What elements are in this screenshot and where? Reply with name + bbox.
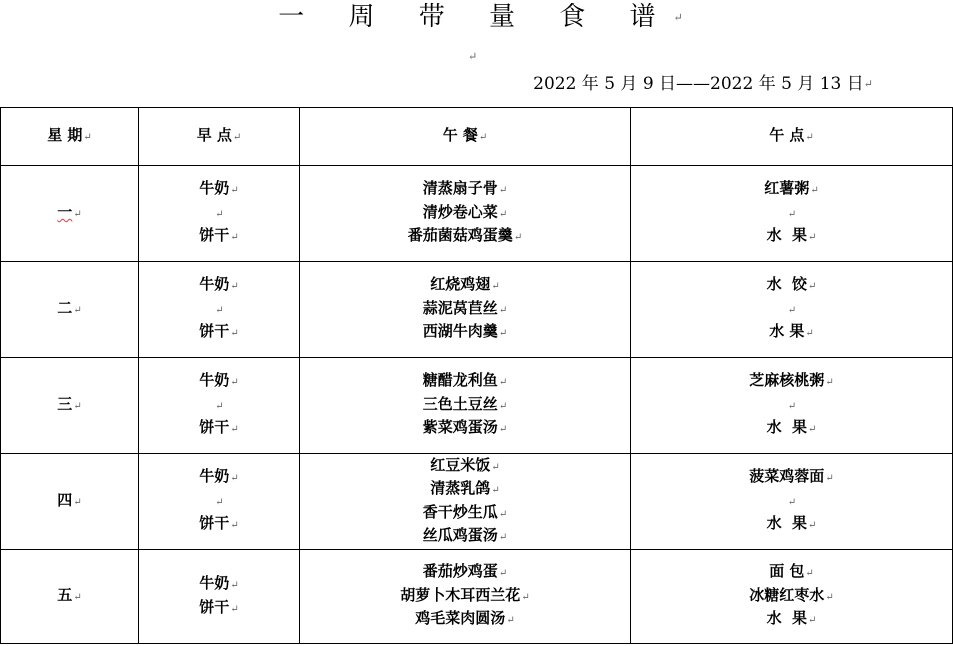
paragraph-mark-icon: ↵: [863, 77, 873, 91]
day-cell: 一↵: [1, 166, 139, 262]
breakfast-cell: [139, 550, 300, 644]
menu-item: 牛奶↵: [199, 574, 239, 592]
paragraph-mark-icon: ↵: [468, 50, 478, 63]
header-lunch: 午 餐↵: [300, 108, 631, 166]
menu-item: 芝麻核桃粥↵: [749, 371, 834, 390]
menu-item: 清炒卷心菜↵: [422, 202, 508, 221]
menu-item: ↵: [787, 208, 797, 220]
table-row: [1, 358, 953, 454]
menu-item: 红豆米饭↵: [430, 455, 500, 474]
snack-cell: [631, 454, 953, 550]
menu-item: 胡萝卜木耳西兰花↵: [400, 585, 530, 604]
menu-item: 牛奶↵: [199, 371, 239, 390]
weekly-menu-table: [0, 107, 953, 644]
breakfast-cell: [139, 262, 300, 358]
menu-item: ↵: [787, 496, 797, 508]
header-weekday: 星 期↵: [1, 108, 139, 166]
lunch-cell: [300, 454, 631, 550]
menu-item: 丝瓜鸡蛋汤↵: [422, 526, 508, 544]
snack-cell: [631, 550, 953, 644]
menu-item: 饼干↵: [199, 514, 239, 533]
menu-item: 清蒸扇子骨↵: [422, 179, 508, 198]
menu-item: 水 果↵: [766, 226, 817, 245]
menu-item: 饼干↵: [199, 226, 239, 245]
menu-item: 饼干↵: [199, 597, 239, 616]
table-row: [1, 166, 953, 262]
menu-item: 番茄炒鸡蛋↵: [422, 562, 508, 581]
menu-item: 红薯粥↵: [764, 179, 819, 198]
menu-item: 紫菜鸡蛋汤↵: [422, 418, 508, 437]
menu-item: 香干炒生瓜↵: [422, 502, 508, 521]
table-row: [1, 262, 953, 358]
date-range: 2022 年 5 月 9 日——2022 年 5 月 13 日↵: [533, 74, 873, 94]
document-title: 一 周 带 量 食 谱↵: [278, 2, 683, 32]
menu-item: 饼干↵: [199, 418, 239, 437]
menu-item: 水 果↵: [766, 418, 817, 437]
lunch-cell: [300, 262, 631, 358]
day-cell: 四↵: [1, 454, 139, 550]
table-row: [1, 454, 953, 550]
lunch-cell: [300, 550, 631, 644]
breakfast-cell: [139, 166, 300, 262]
menu-item: 清蒸乳鸽↵: [430, 479, 500, 497]
menu-item: 三色土豆丝↵: [422, 394, 508, 413]
breakfast-cell: [139, 358, 300, 454]
header-breakfast: 早 点↵: [139, 108, 300, 166]
menu-item: ↵: [215, 208, 224, 220]
menu-item: ↵: [215, 304, 224, 316]
menu-item: 糖醋龙利鱼↵: [422, 371, 508, 390]
table-row: [1, 550, 953, 644]
menu-item: ↵: [787, 304, 797, 316]
menu-item: ↵: [215, 496, 224, 508]
menu-item: 蒜泥莴苣丝↵: [422, 298, 508, 317]
lunch-cell: [300, 166, 631, 262]
menu-item: 水 果↵: [766, 514, 817, 533]
lunch-cell: [300, 358, 631, 454]
menu-item: 水 果↵: [766, 609, 817, 628]
menu-item: 面 包↵: [769, 562, 814, 581]
paragraph-mark-icon: ↵: [673, 11, 683, 24]
day-cell: 五↵: [1, 550, 139, 644]
menu-item: 饼干↵: [199, 322, 239, 341]
menu-item: 牛奶↵: [199, 467, 239, 486]
menu-item: 牛奶↵: [199, 275, 239, 294]
menu-item: ↵: [215, 400, 224, 412]
menu-item: 番茄菌菇鸡蛋羹↵: [407, 226, 523, 245]
table-header-row: [1, 108, 953, 166]
menu-item: 水 饺↵: [766, 275, 817, 294]
day-cell: 三↵: [1, 358, 139, 454]
menu-item: 菠菜鸡蓉面↵: [749, 467, 834, 486]
menu-item: ↵: [787, 400, 797, 412]
breakfast-cell: [139, 454, 300, 550]
snack-cell: [631, 358, 953, 454]
menu-item: 鸡毛菜肉圆汤↵: [415, 609, 515, 628]
menu-item: 水 果↵: [769, 322, 814, 341]
day-cell: 二↵: [1, 262, 139, 358]
menu-item: 红烧鸡翅↵: [430, 275, 500, 294]
snack-cell: [631, 262, 953, 358]
menu-item: 牛奶↵: [199, 179, 239, 198]
snack-cell: [631, 166, 953, 262]
menu-item: 西湖牛肉羹↵: [422, 322, 508, 341]
header-afternoon-snack: 午 点↵: [631, 108, 953, 166]
menu-item: 冰糖红枣水↵: [749, 585, 834, 604]
